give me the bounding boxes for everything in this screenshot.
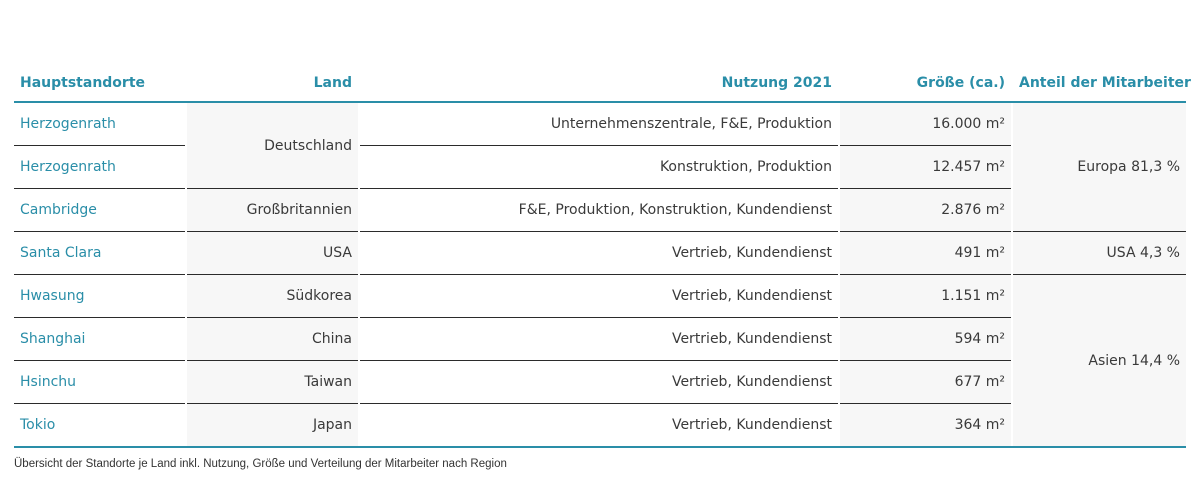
share-cell-europa: Europa 81,3 %	[1012, 102, 1186, 232]
location-cell: Herzogenrath	[14, 146, 186, 189]
locations-table	[14, 64, 1191, 448]
share-cell-usa: USA 4,3 %	[1012, 232, 1186, 275]
table-row	[14, 189, 1186, 232]
location-cell: Santa Clara	[14, 232, 186, 275]
country-cell: Großbritannien	[186, 189, 359, 232]
usage-cell: Konstruktion, Produktion	[359, 146, 839, 189]
table-row	[14, 318, 1186, 361]
share-cell-asien: Asien 14,4 %	[1012, 275, 1186, 448]
location-cell: Cambridge	[14, 189, 186, 232]
size-cell: 594 m²	[839, 318, 1012, 361]
table-row	[14, 232, 1186, 275]
usage-cell: Vertrieb, Kundendienst	[359, 318, 839, 361]
country-cell: USA	[186, 232, 359, 275]
usage-cell: Vertrieb, Kundendienst	[359, 404, 839, 448]
header-hauptstandorte: Hauptstandorte	[14, 64, 186, 102]
size-cell: 677 m²	[839, 361, 1012, 404]
location-cell: Hwasung	[14, 275, 186, 318]
table-caption: Übersicht der Standorte je Land inkl. Nutzung, Größe und Verteilung der Mitarbeiter nach Region	[14, 458, 507, 470]
header-groesse: Größe (ca.)	[839, 64, 1012, 102]
location-cell: Hsinchu	[14, 361, 186, 404]
table-header-row	[14, 64, 1186, 102]
location-cell: Shanghai	[14, 318, 186, 361]
table-row	[14, 404, 1186, 448]
header-land: Land	[186, 64, 359, 102]
size-cell: 1.151 m²	[839, 275, 1012, 318]
header-anteil: Anteil der Mitarbeiter	[1012, 64, 1186, 102]
usage-cell: Vertrieb, Kundendienst	[359, 275, 839, 318]
country-cell: China	[186, 318, 359, 361]
table-row	[14, 102, 1186, 146]
size-cell: 2.876 m²	[839, 189, 1012, 232]
size-cell: 16.000 m²	[839, 102, 1012, 146]
usage-cell: Vertrieb, Kundendienst	[359, 232, 839, 275]
location-cell: Herzogenrath	[14, 102, 186, 146]
usage-cell: Vertrieb, Kundendienst	[359, 361, 839, 404]
country-cell: Südkorea	[186, 275, 359, 318]
usage-cell: Unternehmenszentrale, F&E, Produktion	[359, 102, 839, 146]
size-cell: 364 m²	[839, 404, 1012, 448]
header-nutzung: Nutzung 2021	[359, 64, 839, 102]
country-cell: Japan	[186, 404, 359, 448]
size-cell: 491 m²	[839, 232, 1012, 275]
country-cell: Taiwan	[186, 361, 359, 404]
usage-cell: F&E, Produktion, Konstruktion, Kundendienst	[359, 189, 839, 232]
location-cell: Tokio	[14, 404, 186, 448]
size-cell: 12.457 m²	[839, 146, 1012, 189]
country-cell: Deutschland	[186, 102, 359, 189]
table-row	[14, 275, 1186, 318]
table-row	[14, 361, 1186, 404]
